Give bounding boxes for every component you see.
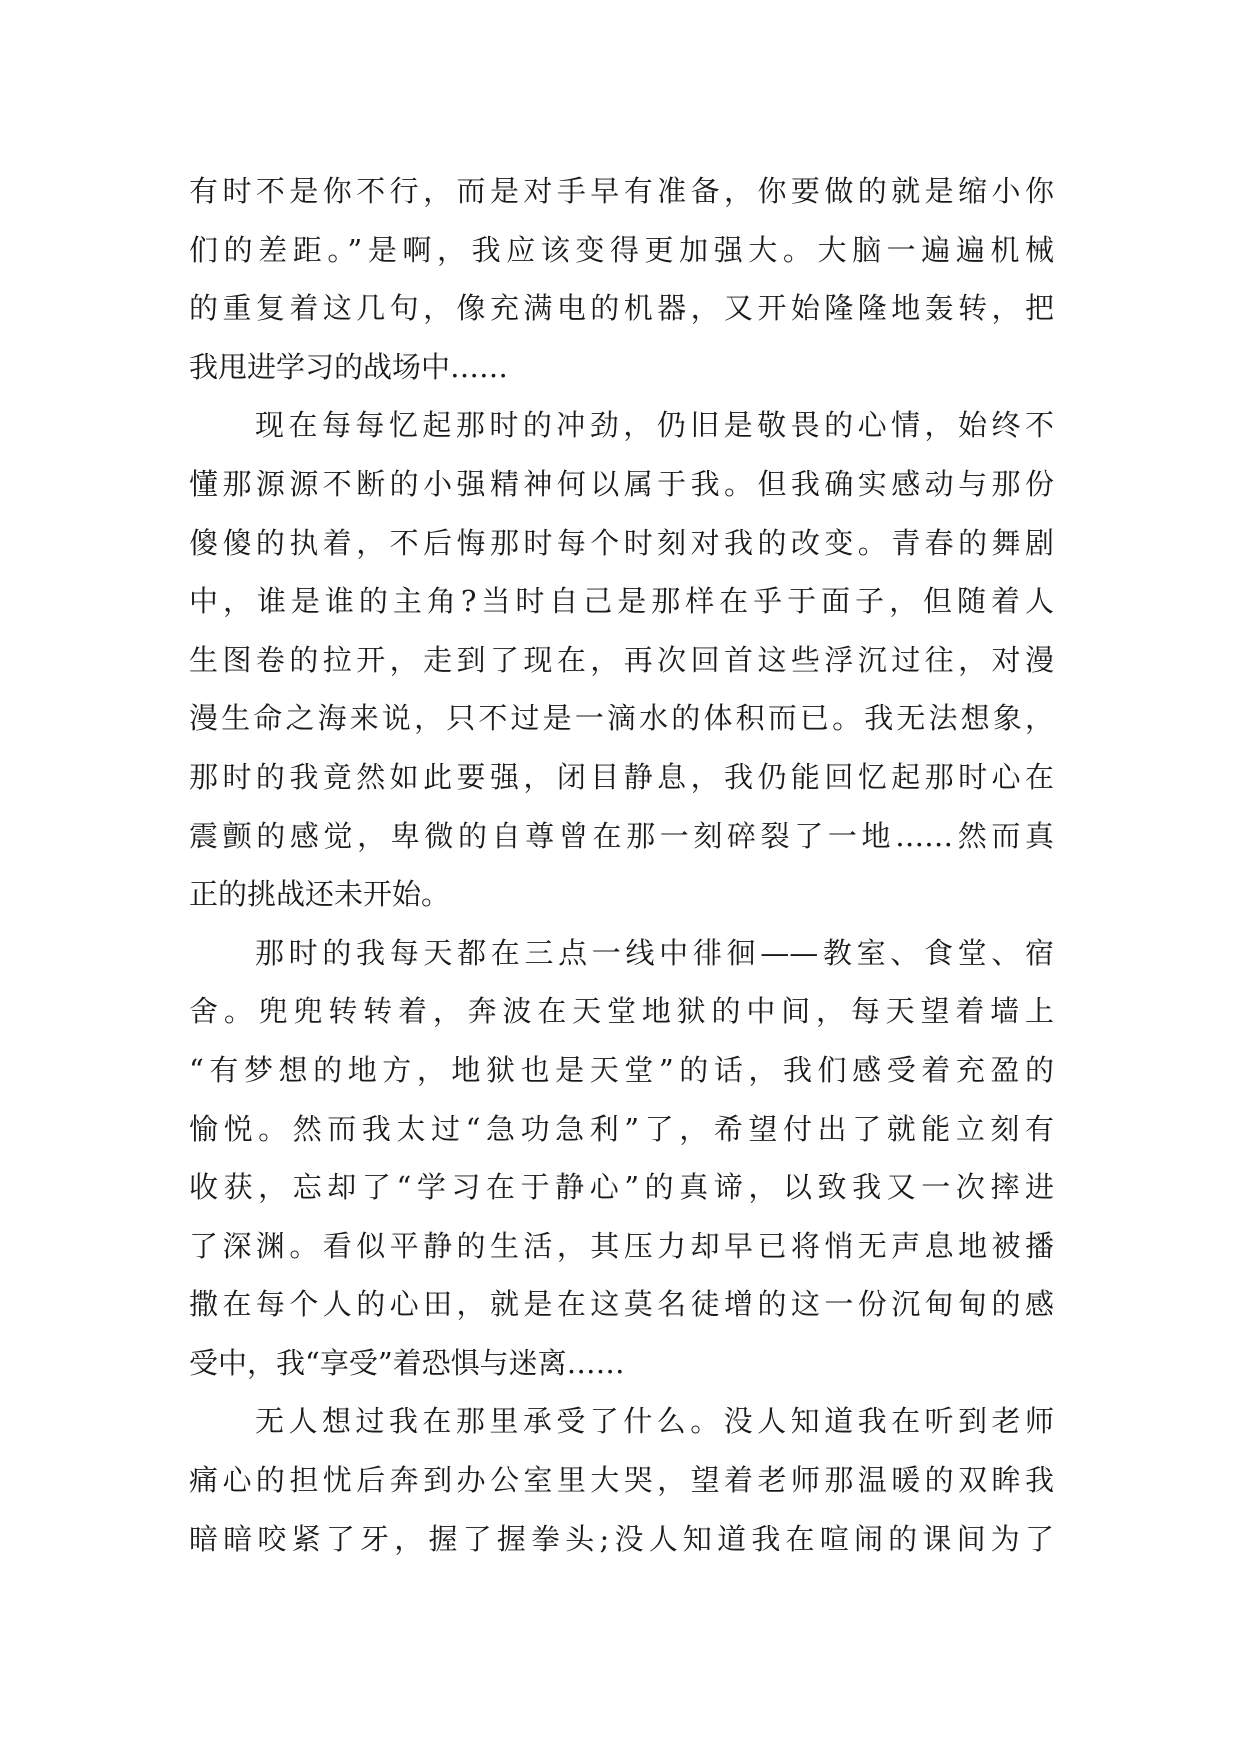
text-line: 中，谁是谁的主角?当时自己是那样在乎于面子，但随着人 bbox=[189, 584, 1054, 619]
text-line: 们的差距。”是啊，我应该变得更加强大。大脑一遍遍机械 bbox=[189, 232, 1054, 267]
text-line: 震颤的感觉，卑微的自尊曾在那一刻碎裂了一地……然而真 bbox=[189, 818, 1054, 853]
text-line: 无人想过我在那里承受了什么。没人知道我在听到老师 bbox=[255, 1404, 1054, 1439]
text-line: 舍。兜兜转转着，奔波在天堂地狱的中间，每天望着墙上 bbox=[189, 994, 1054, 1029]
text-line: 受中，我“享受”着恐惧与迷离…… bbox=[189, 1345, 625, 1380]
text-line: 正的挑战还未开始。 bbox=[189, 877, 451, 912]
text-line: 生图卷的拉开，走到了现在，再次回首这些浮沉过往，对漫 bbox=[189, 642, 1054, 677]
text-line: 痛心的担忧后奔到办公室里大哭，望着老师那温暖的双眸我 bbox=[189, 1463, 1054, 1498]
text-line: 暗暗咬紧了牙，握了握拳头;没人知道我在喧闹的课间为了 bbox=[189, 1521, 1054, 1556]
text-line: 我甩进学习的战场中…… bbox=[189, 349, 509, 384]
text-line: 撒在每个人的心田，就是在这莫名徒增的这一份沉甸甸的感 bbox=[189, 1287, 1054, 1322]
text-line: 愉悦。然而我太过“急功急利”了，希望付出了就能立刻有 bbox=[189, 1111, 1054, 1146]
text-line: 收获，忘却了“学习在于静心”的真谛，以致我又一次摔进 bbox=[189, 1170, 1054, 1205]
text-line: “有梦想的地方，地狱也是天堂”的话，我们感受着充盈的 bbox=[189, 1052, 1054, 1087]
text-line: 傻傻的执着，不后悔那时每个时刻对我的改变。青春的舞剧 bbox=[189, 525, 1054, 560]
text-line: 懂那源源不断的小强精神何以属于我。但我确实感动与那份 bbox=[189, 466, 1054, 501]
text-line: 的重复着这几句，像充满电的机器，又开始隆隆地轰转，把 bbox=[189, 291, 1054, 326]
text-line: 那时的我竟然如此要强，闭目静息，我仍能回忆起那时心在 bbox=[189, 759, 1054, 794]
body-text bbox=[189, 162, 1054, 1568]
text-line: 有时不是你不行，而是对手早有准备，你要做的就是缩小你 bbox=[189, 174, 1054, 208]
text-line: 那时的我每天都在三点一线中徘徊——教室、食堂、宿 bbox=[255, 935, 1054, 970]
text-line: 漫生命之海来说，只不过是一滴水的体积而已。我无法想象， bbox=[189, 701, 1054, 736]
text-line: 了深渊。看似平静的生活，其压力却早已将悄无声息地被播 bbox=[189, 1228, 1054, 1263]
text-line: 现在每每忆起那时的冲劲，仍旧是敬畏的心情，始终不 bbox=[255, 408, 1054, 443]
